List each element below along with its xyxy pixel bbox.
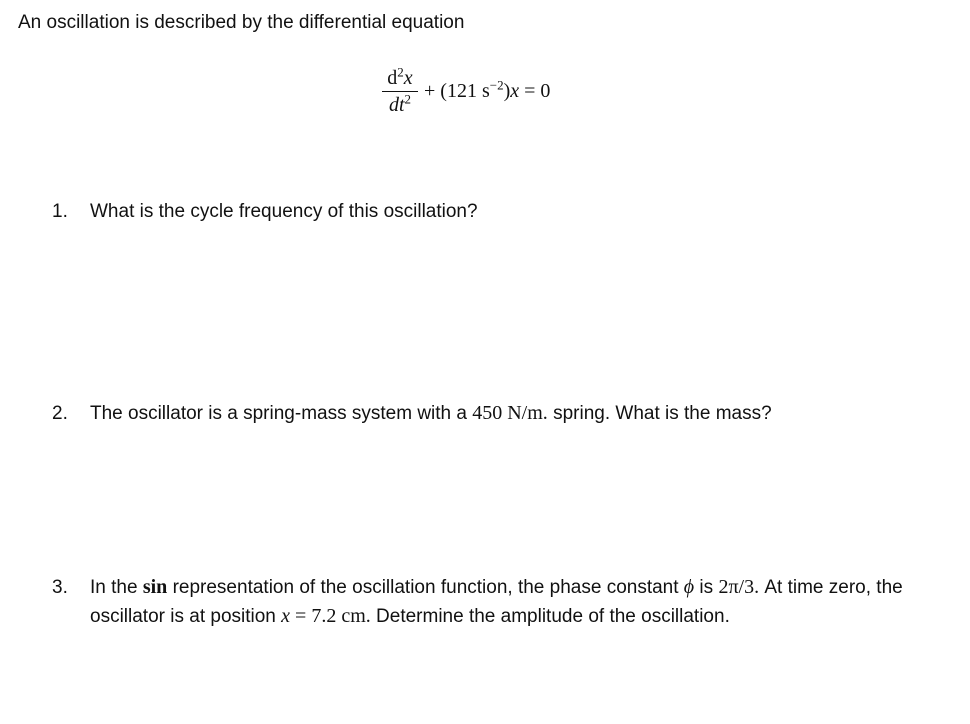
intro-text: An oscillation is described by the differential equation [18, 12, 465, 33]
question-text: What is the cycle frequency of this oscillation? [90, 201, 478, 222]
equation-remainder: + (121 $s^{-2})x = 0$ [424, 77, 551, 102]
spring-constant: 450 N/m. [472, 402, 548, 424]
differential-equation [382, 66, 550, 117]
phase-value: 2π/3. [718, 576, 760, 598]
sin-keyword: sin [142, 576, 168, 598]
question-text: In the sin representation of the oscillation function, the phase constant ϕ is 2π/3. At time zero, the oscillator is at position x = 7.2 cm. Determine the amplitude of the oscillation. [90, 576, 903, 627]
fraction-numerator: $d^2x$ [387, 64, 413, 89]
question-2 [52, 399, 950, 428]
question-1 [52, 197, 950, 226]
question-number: 1. [52, 201, 68, 222]
fraction-bar [382, 91, 418, 92]
position-value: 7.2 cm. [311, 605, 371, 627]
question-number: 2. [52, 403, 68, 424]
fraction-denominator: $dt^2$ [388, 91, 412, 116]
question-3 [52, 573, 950, 631]
phi-symbol: ϕ [683, 576, 695, 598]
question-number: 3. [52, 577, 68, 598]
question-text: The oscillator is a spring-mass system with a 450 N/m. spring. What is the mass? [90, 402, 772, 424]
second-derivative-fraction [382, 66, 418, 117]
position-variable: x [281, 605, 291, 627]
